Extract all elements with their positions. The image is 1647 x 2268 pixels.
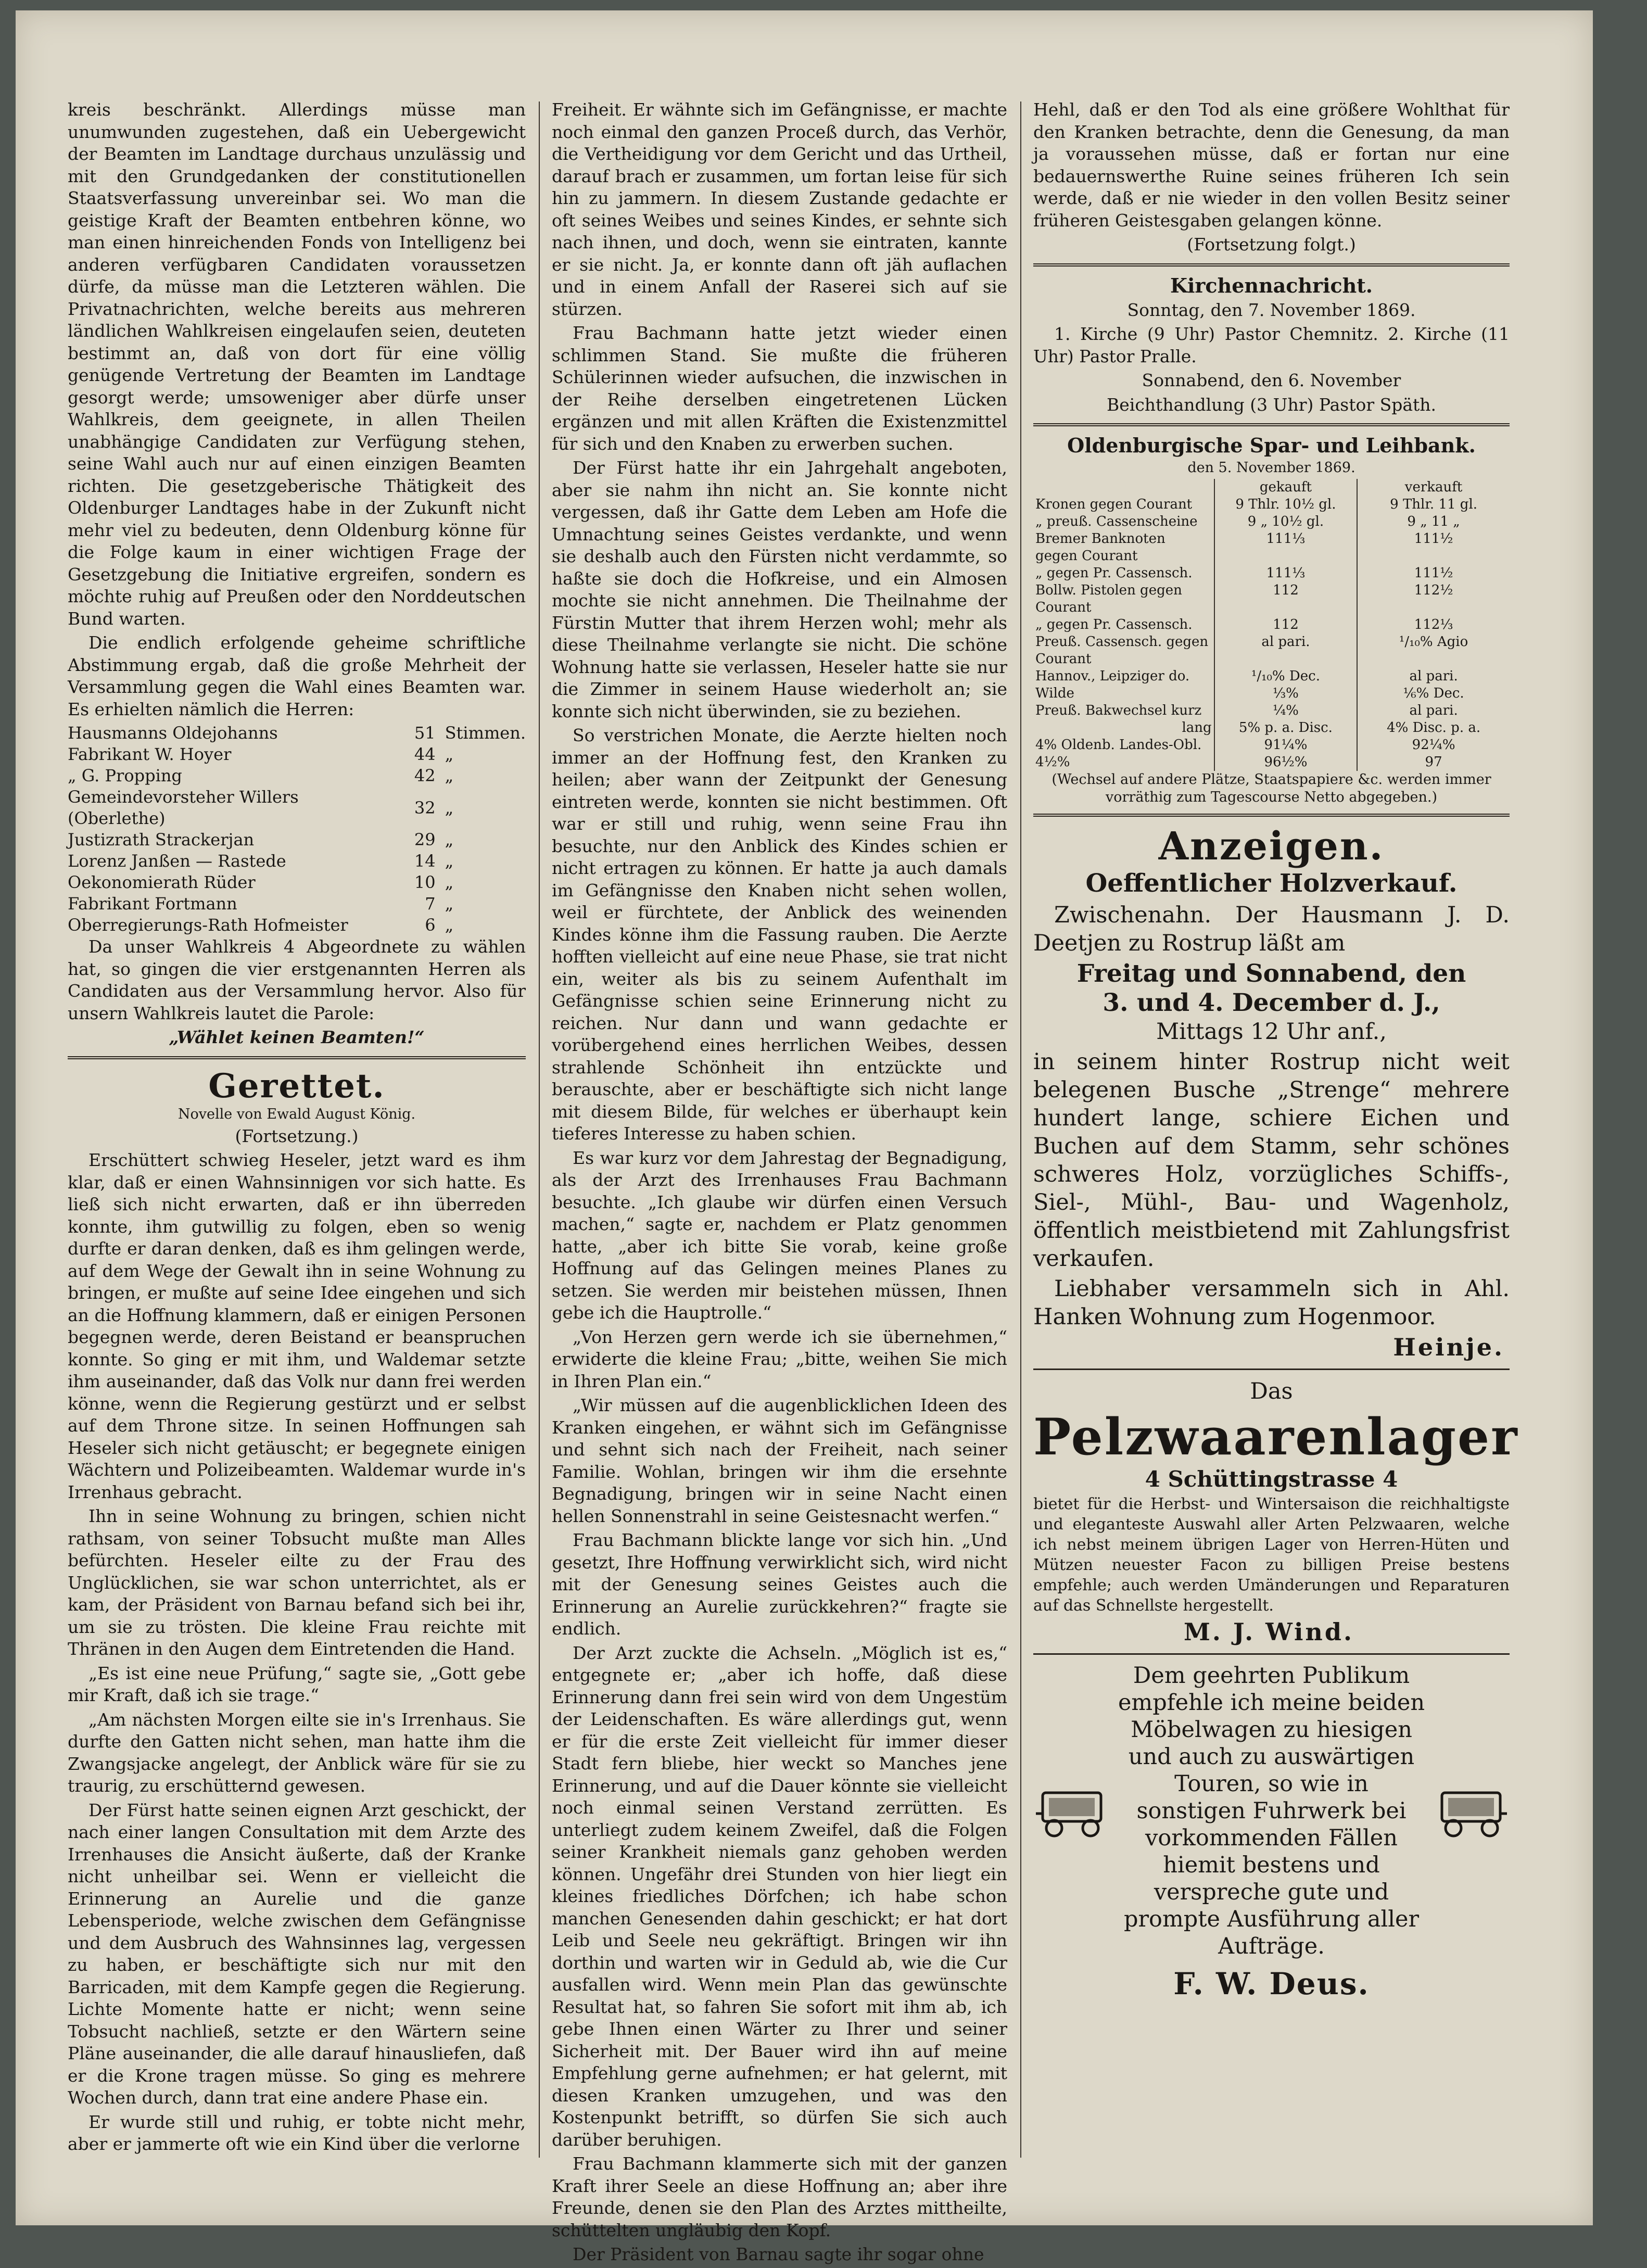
- bank-bought: ⅓%: [1214, 685, 1358, 702]
- story-title: Gerettet.: [208, 1066, 385, 1106]
- bank-item: Wilde: [1035, 686, 1074, 701]
- bank-item: Preuß. Bakwechsel kurz: [1035, 703, 1202, 718]
- vote-row: [68, 723, 526, 744]
- bank-header-bought: gekauft: [1214, 479, 1358, 496]
- vote-unit: „: [445, 744, 454, 764]
- story-paragraph: Freiheit. Er wähnte sich im Gefängnisse, er machte noch einmal den ganzen Proceß durch, das Verhör, die Vertheidigung vor dem Gericht und das Urtheil, darauf brach er zusammen, um fortan leise für sich hin zu jammern. In diesem Zustande gedachte er oft seines Weibes und seines Kindes, er sehnte sich nach ihnen, und doch, wenn sie eintraten, kannte er sie nicht. Ja, er konnte dann oft jäh auflachen und in einem Anfall der Raserei sich auf sie stürzen.: [552, 99, 1007, 319]
- vote-count: 10: [414, 872, 436, 892]
- vote-unit: „: [445, 894, 454, 914]
- vote-count: 44: [414, 744, 436, 764]
- bank-item: „ gegen Pr. Cassensch.: [1035, 565, 1193, 581]
- bank-bought: 112: [1214, 582, 1358, 616]
- bank-item: Bremer Banknoten gegen Courant: [1035, 531, 1165, 564]
- vote-count: 32: [414, 797, 436, 818]
- bank-item: lang: [1182, 720, 1212, 736]
- bank-item: „ gegen Pr. Cassensch.: [1035, 617, 1193, 632]
- bank-row: [1033, 719, 1510, 737]
- column-rule-1: [539, 102, 540, 2158]
- wood-sale-ad: [1033, 824, 1510, 1361]
- bank-row: [1033, 702, 1510, 719]
- vote-name: Fabrikant Fortmann: [68, 894, 237, 914]
- story-paragraph: Ihn in seine Wohnung zu bringen, schien nicht rathsam, von seiner Tobsucht mußte man Alles befürchten. Heseler eilte zu der Frau des Unglücklichen, sie war schon unterrichtet, als er kam, der Präsident von Barnau befand sich bei ihr, um sie zu trösten. Die kleine Frau reichte mit Thränen in den Augen dem Eintretenden die Hand.: [68, 1506, 526, 1659]
- vote-unit: „: [445, 766, 454, 785]
- section-divider: [1033, 263, 1510, 267]
- vote-row: [68, 915, 526, 936]
- wagon-ad-row: [1033, 1662, 1510, 1960]
- bank-bought: 111⅓: [1214, 530, 1358, 565]
- parole-slogan: „Wählet keinen Beamten!“: [169, 1027, 425, 1047]
- furniture-wagon-ad: [1033, 1662, 1510, 2001]
- vote-count: 7: [425, 894, 436, 914]
- vote-name: Fabrikant W. Hoyer: [68, 744, 232, 764]
- ad-signature: Heinje.: [1393, 1333, 1504, 1361]
- bank-sold: ⅙% Dec.: [1403, 686, 1464, 701]
- bank-bought: ¼%: [1214, 702, 1358, 719]
- bank-bought: 111⅓: [1214, 565, 1358, 582]
- ad-text: Liebhaber versammeln sich in Ahl. Hanken Wohnung zum Hogenmoor.: [1033, 1276, 1510, 1330]
- fur-shop-ad: [1033, 1377, 1519, 1646]
- vote-row: [68, 744, 526, 765]
- story-paragraph: Der Fürst hatte seinen eignen Arzt geschickt, der nach einer langen Consultation mit dem Arzte des Irrenhauses die Ansicht äußerte, daß der Kranke nicht unheilbar sei. Wenn er vielleicht die Erinnerung an Aurelie und die ganze Lebensperiode, welche zwischen dem Gefängnisse und dem Ausbruch des Wahnsinnes lag, vergessen zu haben, er beschäftigte sich nur mit den Barricaden, mit dem Kampfe gegen die Regierung. Lichte Momente hatte er nicht; wenn seine Tobsucht nachließ, setzte er den Wärtern seine Pläne auseinander, die alle darauf hinausliefen, daß er die Krone tragen müsse. So ging es mehrere Wochen durch, dann trat eine andere Phase ein.: [68, 1800, 526, 2108]
- story-paragraph: Erschüttert schwieg Heseler, jetzt ward es ihm klar, daß er einen Wahnsinnigen vor sich hatte. Es ließ sich nicht erwarten, daß er ihn überreden konnte, ihm gutwillig zu folgen, eben so wenig durfte er daran denken, daß es ihm gelingen werde, auf dem Wege der Gewalt ihn in seine Wohnung zu bringen, er mußte auf seine Idee eingehen und sich an die Hoffnung klammern, daß er einigen Personen begegnen werde, deren Beistand er beanspruchen konnte. So ging er mit ihm, und Waldemar setzte ihm auseinander, daß das Volk nur dann frei werden könne, wenn die Regierung gestürzt und er selbst auf dem Throne sitze. In seinen Hoffnungen sah Heseler sich nicht getäuscht; er begegnete einigen Wächtern und Polizeibeamten. Waldemar wurde in's Irrenhaus gebracht.: [68, 1150, 526, 1502]
- bank-bought: 5% p. a. Disc.: [1214, 719, 1358, 737]
- church-notice: [1033, 274, 1510, 416]
- bank-sold: ¹/₁₀% Agio: [1399, 634, 1468, 650]
- bank-item: Kronen gegen Courant: [1035, 497, 1193, 512]
- bank-sold: 97: [1425, 754, 1442, 770]
- vote-name: Gemeindevorsteher Willers (Oberlethe): [68, 787, 299, 828]
- ads-heading: Anzeigen.: [1158, 824, 1385, 869]
- vote-count: 14: [414, 851, 436, 871]
- vote-count: 42: [414, 766, 436, 785]
- bank-item: „ preuß. Cassenscheine: [1035, 514, 1198, 529]
- bank-header-row: [1033, 479, 1510, 496]
- wagon-icon-right: [1431, 1782, 1510, 1840]
- bank-item: Bollw. Pistolen gegen Courant: [1035, 582, 1182, 615]
- bank-row: [1033, 582, 1510, 616]
- wagon-icon-left: [1033, 1782, 1111, 1840]
- bank-bought: 9 „ 10½ gl.: [1214, 513, 1358, 530]
- ad-address: 4 Schüttingstrasse 4: [1145, 1466, 1398, 1492]
- bank-row: [1033, 754, 1510, 771]
- vote-count: 6: [425, 915, 436, 935]
- bank-row: [1033, 616, 1510, 633]
- bank-row: [1033, 737, 1510, 754]
- vote-name: Oekonomierath Rüder: [68, 872, 256, 892]
- ad-text: bietet für die Herbst- und Wintersaison die reichhaltigste und eleganteste Auswahl aller Arten Pelzwaaren, welche ich nebst meinem übrigen Lager von Herren-Hüten und Mützen neuester Facon zu billigen Preise bestens empfehle; auch werden Umänderungen und Reparaturen auf das Schnellste hergestellt.: [1033, 1495, 1510, 1615]
- bank-row: [1033, 633, 1510, 668]
- bank-sold: al pari.: [1409, 703, 1458, 718]
- bank-row: [1033, 513, 1510, 530]
- story-paragraph: Frau Bachmann klammerte sich mit der ganzen Kraft ihrer Seele an diese Hoffnung an; aber ihre Freunde, denen sie den Plan des Arztes mittheilte, schüttelten ungläubig den Kopf.: [552, 2153, 1007, 2240]
- article-paragraph: Da unser Wahlkreis 4 Abgeordnete zu wählen hat, so gingen die vier erstgenannten Herren als Candidaten aus der Versammlung hervor. Also für unsern Wahlkreis lautet die Parole:: [68, 936, 526, 1023]
- section-divider: [1033, 423, 1510, 426]
- ad-text: Dem geehrten Publikum empfehle ich meine beiden Möbelwagen zu hiesigen und auch zu auswärtigen Touren, so wie in sonstigen Fuhrwerk bei vorkommenden Fällen hiemit bestens und verspreche gute und prompte Ausführung aller Aufträge.: [1118, 1663, 1425, 1959]
- vote-row: [68, 829, 526, 851]
- vote-row: [68, 872, 526, 893]
- bank-header-blank: [1033, 479, 1214, 496]
- ad-dates: 3. und 4. December d. J.,: [1103, 989, 1440, 1017]
- bank-note: (Wechsel auf andere Plätze, Staatspapiere &c. werden immer vorräthig zum Tagescourse Netto abgegeben.): [1051, 771, 1491, 805]
- bank-rate-table: [1033, 479, 1510, 771]
- ad-text: Zwischenahn. Der Hausmann J. D. Deetjen zu Rostrup läßt am: [1033, 902, 1510, 956]
- vote-row: [68, 893, 526, 915]
- column-rule-2: [1020, 102, 1021, 2158]
- bank-bought: ¹/₁₀% Dec.: [1214, 668, 1358, 685]
- section-divider: [1033, 1653, 1510, 1655]
- article-paragraph: Die endlich erfolgende geheime schriftliche Abstimmung ergab, daß die große Mehrheit der Versammlung gegen die Wahl eines Beamten war. Es erhielten nämlich die Herren:: [68, 632, 526, 719]
- bank-item: Preuß. Cassensch. gegen Courant: [1035, 634, 1209, 667]
- church-notice-title: Kirchennachricht.: [1170, 273, 1373, 297]
- bank-sold: 9 Thlr. 11 gl.: [1390, 497, 1478, 512]
- story-paragraph: Der Fürst hatte ihr ein Jahrgehalt angeboten, aber sie nahm ihn nicht an. Sie konnte nicht vergessen, daß ihr Gatte dem Leben am Hofe die Umnachtung seines Geistes verdankte, und wenn sie deshalb auch den Fürsten nicht verdammte, so haßte sie doch die Hofkreise, und ein Almosen mochte sie nicht annehmen. Die Theilnahme der Fürstin Mutter that ihrem Herzen wohl; mehr als diese Theilnahme verlangte sie nicht. Die schöne Wohnung hatte sie verlassen, Heseler hatte sie nur die Zimmer in seinem Hause wiederholt an; sie konnte sich nicht überwinden, sie zu beziehen.: [552, 458, 1007, 721]
- church-notice-date: Sonnabend, den 6. November: [1142, 370, 1401, 390]
- bank-bought: 96½%: [1214, 754, 1358, 771]
- vote-name: Oberregierungs-Rath Hofmeister: [68, 915, 348, 935]
- bank-row: [1033, 565, 1510, 582]
- bank-row: [1033, 530, 1510, 565]
- bank-bought: 9 Thlr. 10½ gl.: [1214, 496, 1358, 513]
- bank-sold: 112½: [1414, 582, 1453, 598]
- vote-unit: „: [445, 872, 454, 892]
- ad-dates: Freitag und Sonnabend, den: [1076, 959, 1466, 988]
- bank-sold: 112⅓: [1414, 617, 1453, 632]
- vote-unit: Stimmen.: [445, 723, 526, 743]
- bank-rates: [1033, 434, 1510, 806]
- newspaper-page: [16, 10, 1593, 2264]
- bank-sold: 92¼%: [1412, 737, 1455, 753]
- section-divider: [1033, 1369, 1510, 1370]
- vote-unit: „: [445, 830, 454, 850]
- vote-name: Hausmanns Oldejohanns: [68, 723, 278, 743]
- bank-date: den 5. November 1869.: [1187, 460, 1355, 476]
- vote-name: „ G. Propping: [68, 766, 182, 785]
- ad-title: Pelzwaarenlager: [1033, 1408, 1519, 1466]
- column-3: [1033, 99, 1519, 2001]
- story-paragraph: „Von Herzen gern werde ich sie übernehmen,“ erwiderte die kleine Frau; „bitte, weihen Sie mich in Ihren Plan ein.“: [552, 1326, 1007, 1391]
- story-paragraph: Der Arzt zuckte die Achseln. „Möglich ist es,“ entgegnete er; „aber ich hoffe, daß diese Erinnerung dann frei sein wird von dem Ungestüm der Leidenschaften. Es wäre allerdings gut, wenn er für die erste Zeit vielleicht für immer dieser Stadt fern bliebe, hier weckt so Manches jene Erinnerung, und auf die Dauer könnte sie vielleicht noch einmal seinen Verstand zerrütten. Es unterliegt zudem keinem Zweifel, daß die Folgen seiner Krankheit niemals ganz gehoben werden können. Ungefähr drei Stunden von hier liegt ein kleines friedliches Dörfchen; ich habe schon manchen Genesenden dahin geschickt; er hat dort Leib und Seele neu gekräftigt. Bringen wir ihn dorthin und warten wir in Geduld ab, wie die Cur ausfallen wird. Wenn mein Plan das gewünschte Resultat hat, so fahren Sie sofort mit ihm ab, ich gebe Ihnen einen Wärter zu Ihrer und seiner Sicherheit mit. Der Bauer wird ihn auf meine Empfehlung gerne aufnehmen; er hat gelernt, mit diesen Kranken umzugehen, und was den Kostenpunkt betrifft, so dürfen Sie sich auch darüber beruhigen.: [552, 1642, 1007, 2150]
- vote-name: Lorenz Janßen — Rastede: [68, 851, 286, 871]
- bank-sold: 111½: [1414, 531, 1453, 547]
- vote-table: [68, 723, 526, 936]
- vote-unit: „: [445, 851, 454, 871]
- column-2: [552, 99, 1007, 2268]
- column-1: [68, 99, 526, 2158]
- vote-row: [68, 851, 526, 872]
- bank-row: [1033, 685, 1510, 702]
- ad-text: in seinem hinter Rostrup nicht weit belegenen Busche „Strenge“ mehrere hundert lange, schiere Eichen und Buchen auf dem Stamm, sehr schönes schweres Holz, vorzügliches Schiffs-, Siel-, Mühl-, Bau- und Wagenholz, öffentlich meistbietend mit Zahlungsfrist verkaufen.: [1033, 1049, 1510, 1272]
- ad-time: Mittags 12 Uhr anf.,: [1156, 1019, 1387, 1045]
- vote-unit: „: [445, 797, 454, 818]
- vote-unit: „: [445, 915, 454, 935]
- story-paragraph: Frau Bachmann hatte jetzt wieder einen schlimmen Stand. Sie mußte die früheren Schülerinnen wieder aufsuchen, die inzwischen in der Reihe derselben eingetretenen Lücken ergänzen und mit allen Kräften die Existenzmittel für sich und den Knaben zu erwerben suchen.: [552, 323, 1007, 454]
- story-paragraph: „Am nächsten Morgen eilte sie in's Irrenhaus. Sie durfte den Gatten nicht sehen, man hatte ihm die Zwangsjacke angelegt, der Anblick wäre für sie zu traurig, zu erschütternd gewesen.: [68, 1709, 526, 1796]
- continuation-note: (Fortsetzung.): [235, 1125, 359, 1146]
- bank-sold: 9 „ 11 „: [1407, 514, 1460, 529]
- story-paragraph: Hehl, daß er den Tod als eine größere Wohlthat für den Kranken betrachte, denn die Genesung, da man ja voraussehen müsse, daß er fortan nur eine bedauernswerthe Ruine seines früheren Ich sein werde, daß er nie wieder in den vollen Besitz seiner früheren Geistesgaben gelangen könne.: [1033, 99, 1510, 231]
- bank-sold: 111½: [1414, 565, 1453, 581]
- story-paragraph: Er wurde still und ruhig, er tobte nicht mehr, aber er jammerte oft wie ein Kind über die verlorne: [68, 2111, 526, 2154]
- story-paragraph: So verstrichen Monate, die Aerzte hielten noch immer an der Hoffnung fest, den Kranken zu heilen; aber wann der Zeitpunkt der Genesung eintreten werde, konnten sie nicht bestimmen. Oft war er still und ruhig, wenn seine Frau ihn besuchte, nur den Anblick des Kindes schien er nicht ertragen zu können. Er hatte ja auch damals im Gefängnisse den Knaben nicht sehen wollen, weil er fürchtete, der Anblick des weinenden Kindes könne ihm die Fassung rauben. Die Aerzte hofften vielleicht auf eine neue Phase, sie trat nicht ein, weiter als bis zu seinem Aufenthalt im Gefängnisse schien seine Erinnerung nicht zu reichen. Nur dann und wann gedachte er vorübergehend eines herrlichen Weibes, dessen strahlende Schönheit ihn entzückte und berauschte, aber er beschäftigte sich nicht lange mit diesem Bilde, für welches er überhaupt kein tieferes Interesse zu haben schien.: [552, 725, 1007, 1144]
- story-paragraph: Frau Bachmann blickte lange vor sich hin. „Und gesetzt, Ihre Hoffnung verwirklicht sich, wird nicht mit der Genesung seines Geistes auch die Erinnerung an Aurelie zurückkehren?“ fragte sie endlich.: [552, 1530, 1007, 1639]
- story-paragraph: Der Präsident von Barnau sagte ihr sogar ohne: [573, 2244, 984, 2264]
- church-notice-confession: Beichthandlung (3 Uhr) Pastor Späth.: [1106, 394, 1436, 415]
- bank-sold: 4% Disc. p. a.: [1387, 720, 1481, 736]
- church-notice-date: Sonntag, den 7. November 1869.: [1127, 299, 1416, 320]
- bank-sold: al pari.: [1409, 668, 1458, 684]
- bank-item: 4% Oldenb. Landes-Obl.: [1035, 737, 1202, 753]
- continuation-note: (Fortsetzung folgt.): [1187, 234, 1356, 255]
- bank-bought: 91¼%: [1214, 737, 1358, 754]
- vote-row: [68, 765, 526, 787]
- vote-count: 51: [414, 723, 436, 743]
- ad-article: Das: [1250, 1378, 1293, 1404]
- story-subtitle: Novelle von Ewald August König.: [178, 1106, 416, 1122]
- ad-signature: F. W. Deus.: [1173, 1966, 1370, 2001]
- bank-bought: al pari.: [1214, 633, 1358, 668]
- church-notice-services: 1. Kirche (9 Uhr) Pastor Chemnitz. 2. Kirche (11 Uhr) Pastor Pralle.: [1033, 324, 1510, 366]
- story-paragraph: „Wir müssen auf die augenblicklichen Ideen des Kranken eingehen, er wähnt sich im Gefängnisse und sehnt sich nach der Freiheit, nach seiner Familie. Wohlan, bringen wir ihm die ersehnte Begnadigung, bringen wir in seine Nacht einen hellen Sonnenstrahl in seine Geistesnacht werfen.“: [552, 1395, 1007, 1526]
- bank-item: 4½%: [1035, 754, 1070, 770]
- ad-signature: M. J. Wind.: [1183, 1618, 1354, 1646]
- article-paragraph: kreis beschränkt. Allerdings müsse man unumwunden zugestehen, daß ein Uebergewicht der Beamten im Landtage durchaus unzulässig und mit den Grundgedanken der constitutionellen Staatsverfassung unvereinbar sei. Wo man die geistige Kraft der Beamten entbehren könne, wo man einen hinreichenden Fonds von Intelligenz bei anderen verfügbaren Candidaten voraussetzen dürfe, da müsse man die Letzteren wählen. Die Privatnachrichten, welche bereits aus mehreren ländlichen Wahlkreisen eingelaufen seien, deuteten bestimmt an, daß von dort für eine völlig genügende Vertretung der Beamten im Landtage gesorgt werde; umsoweniger aber dürfe unser Wahlkreis, dem geeignete, in allen Theilen unabhängige Candidaten zur Verfügung stehen, seine Wahl auch nur auf einen einzigen Beamten richten. Die gesetzgeberische Thätigkeit des Oldenburger Landtages habe in der Zukunft nicht mehr viel zu bedeuten, denn Oldenburg könne für die Folge kaum in einer wichtigen Frage der Gesetzgebung die Initiative ergreifen, sondern es möchte ruhig auf Preußen oder den Norddeutschen Bund warten.: [68, 99, 526, 629]
- bank-row: [1033, 668, 1510, 685]
- bank-title: Oldenburgische Spar- und Leihbank.: [1067, 434, 1476, 457]
- section-divider: [68, 1056, 526, 1059]
- bank-row: [1033, 496, 1510, 513]
- vote-row: [68, 787, 526, 829]
- ad-title: Oeffentlicher Holzverkauf.: [1085, 869, 1458, 898]
- story-paragraph: „Es ist eine neue Prüfung,“ sagte sie, „Gott gebe mir Kraft, daß ich sie trage.“: [68, 1663, 526, 1705]
- bank-bought: 112: [1214, 616, 1358, 633]
- section-divider: [1033, 814, 1510, 817]
- bank-header-sold: verkauft: [1404, 479, 1463, 495]
- bank-item: Hannov., Leipziger do.: [1035, 668, 1190, 684]
- vote-count: 29: [414, 830, 436, 850]
- vote-name: Justizrath Strackerjan: [68, 830, 255, 850]
- story-paragraph: Es war kurz vor dem Jahrestag der Begnadigung, als der Arzt des Irrenhauses Frau Bachmann besuchte. „Ich glaube wir dürfen einen Versuch machen,“ sagte er, nachdem er Platz genommen hatte, „aber ich bitte Sie vorab, keine große Hoffnung auf das Gelingen meines Planes zu setzen. Sie werden mir beistehen müssen, Ihnen gebe ich die Hauptrolle.“: [552, 1147, 1007, 1323]
